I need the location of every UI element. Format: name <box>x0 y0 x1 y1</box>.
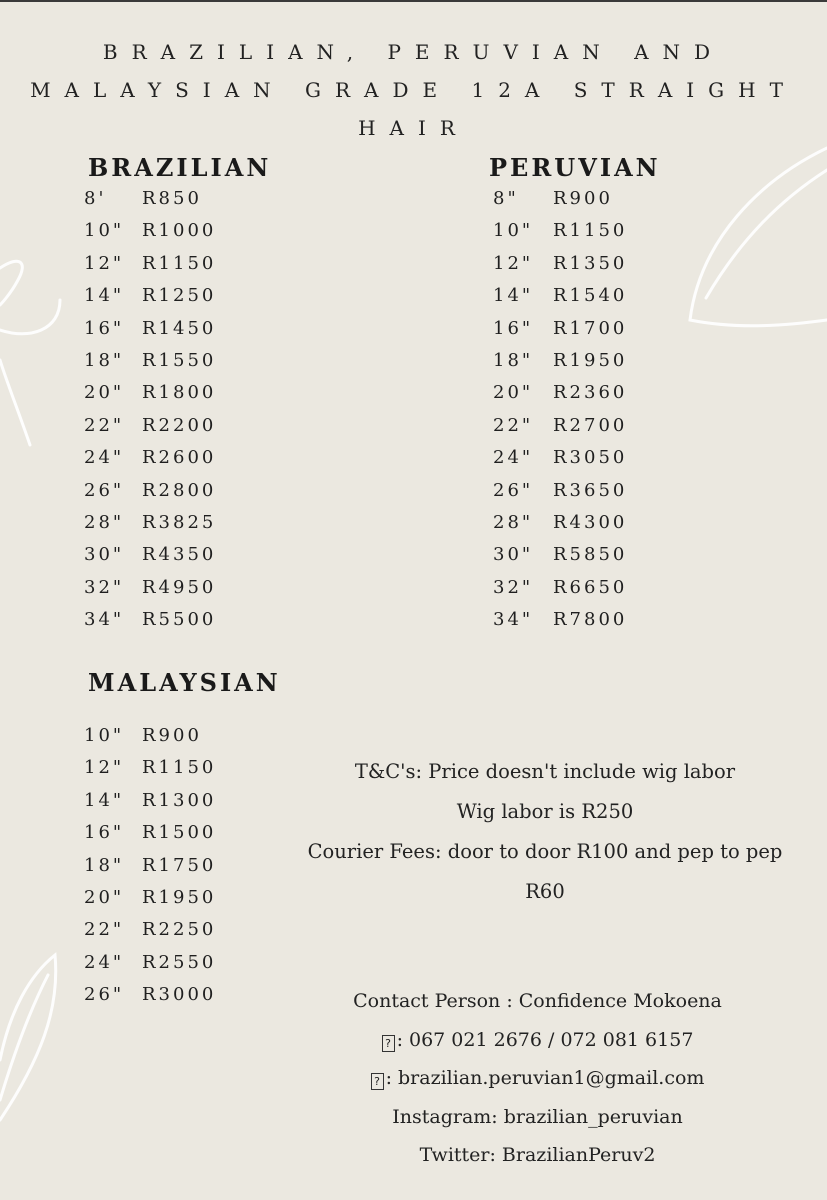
length: 10" <box>84 220 125 242</box>
price-row <box>84 280 284 312</box>
price-row <box>84 377 284 409</box>
length: 18" <box>493 349 534 371</box>
price-row <box>493 410 693 442</box>
price: R3825 <box>142 511 217 533</box>
length: 22" <box>84 414 125 436</box>
price: R1150 <box>553 220 628 242</box>
price: R1750 <box>142 854 217 876</box>
price-row <box>84 914 284 946</box>
price: R1450 <box>142 317 217 339</box>
price-row <box>84 752 284 784</box>
length: 12" <box>493 252 534 274</box>
length: 22" <box>493 414 534 436</box>
contact-email <box>300 1059 775 1098</box>
price-row <box>493 215 693 247</box>
phone-icon: ? <box>382 1035 395 1052</box>
length: 10" <box>493 220 534 242</box>
length: 30" <box>493 544 534 566</box>
terms-line: R60 <box>525 880 565 903</box>
price: R1300 <box>142 789 217 811</box>
length: 20" <box>84 382 125 404</box>
peruvian-heading: PERUVIAN <box>489 153 661 182</box>
price: R3000 <box>142 984 217 1006</box>
price: R1150 <box>142 252 217 274</box>
price-row <box>493 539 693 571</box>
price: R1540 <box>553 285 628 307</box>
price: R4300 <box>553 511 628 533</box>
price-row <box>84 475 284 507</box>
length: 16" <box>84 317 125 339</box>
price: R850 <box>142 188 202 209</box>
price: R1550 <box>142 349 217 371</box>
length: 12" <box>84 757 125 779</box>
length: 34" <box>84 609 125 631</box>
price: R1950 <box>553 349 628 371</box>
terms-line: Courier Fees: door to door R100 and pep to pep <box>307 840 783 863</box>
price: R4950 <box>142 576 217 598</box>
length: 24" <box>493 447 534 469</box>
price: R1500 <box>142 822 217 844</box>
length: 30" <box>84 544 125 566</box>
brazilian-heading: BRAZILIAN <box>88 153 272 182</box>
length: 16" <box>493 317 534 339</box>
price-row <box>84 539 284 571</box>
length: 8' <box>84 188 107 209</box>
length: 28" <box>493 511 534 533</box>
price: R1950 <box>142 886 217 908</box>
price-row <box>84 507 284 539</box>
price-row <box>84 442 284 474</box>
price-row <box>493 280 693 312</box>
length: 24" <box>84 447 125 469</box>
length: 28" <box>84 511 125 533</box>
price: R1350 <box>553 252 628 274</box>
price-row <box>493 507 693 539</box>
length: 32" <box>493 576 534 598</box>
price: R2600 <box>142 447 217 469</box>
length: 14" <box>84 285 125 307</box>
price-row <box>84 720 284 752</box>
price-row <box>84 882 284 914</box>
top-border <box>0 0 827 2</box>
price: R3650 <box>553 479 628 501</box>
length: 8" <box>493 188 519 209</box>
length: 34" <box>493 609 534 631</box>
length: 10" <box>84 725 125 746</box>
contact-twitter: Twitter: BrazilianPeruv2 <box>419 1144 656 1166</box>
terms-and-conditions <box>280 752 810 912</box>
contact-person: Contact Person : Confidence Mokoena <box>353 990 722 1012</box>
price: R2800 <box>142 479 217 501</box>
price-row <box>84 215 284 247</box>
length: 14" <box>84 789 125 811</box>
price: R2200 <box>142 414 217 436</box>
length: 20" <box>84 886 125 908</box>
price-row <box>84 345 284 377</box>
price: R1150 <box>142 757 217 779</box>
price: R1250 <box>142 285 217 307</box>
price-row <box>493 475 693 507</box>
price-row <box>493 572 693 604</box>
length: 26" <box>84 479 125 501</box>
price-row <box>493 604 693 636</box>
price: R5500 <box>142 609 217 631</box>
length: 16" <box>84 822 125 844</box>
price-row <box>84 248 284 280</box>
price-row <box>84 785 284 817</box>
title-line-3: HAIR <box>358 116 469 140</box>
price-row <box>84 979 284 1011</box>
length: 14" <box>493 285 534 307</box>
price-row <box>493 345 693 377</box>
price: R2250 <box>142 919 217 941</box>
brazilian-price-list <box>84 183 284 636</box>
price-row <box>84 947 284 979</box>
price-row <box>84 410 284 442</box>
length: 22" <box>84 919 125 941</box>
length: 12" <box>84 252 125 274</box>
price-row <box>84 183 284 215</box>
price-row <box>84 817 284 849</box>
price: R3050 <box>553 447 628 469</box>
price-row <box>84 850 284 882</box>
length: 18" <box>84 349 125 371</box>
price: R2360 <box>553 382 628 404</box>
price-row <box>84 313 284 345</box>
peruvian-price-list <box>493 183 693 636</box>
title-line-1: BRAZILIAN, PERUVIAN AND <box>102 40 725 64</box>
price: R1700 <box>553 317 628 339</box>
price-row <box>84 572 284 604</box>
contact-instagram: Instagram: brazilian_peruvian <box>392 1105 683 1128</box>
email-address: : brazilian.peruvian1@gmail.com <box>385 1067 705 1089</box>
malaysian-heading: MALAYSIAN <box>88 668 281 697</box>
price: R4350 <box>142 544 217 566</box>
price: R900 <box>553 188 613 209</box>
email-icon: ? <box>371 1073 384 1090</box>
length: 26" <box>493 479 534 501</box>
malaysian-price-list <box>84 720 284 1012</box>
price-row <box>84 604 284 636</box>
price: R1000 <box>142 220 217 242</box>
price-row <box>493 313 693 345</box>
length: 18" <box>84 854 125 876</box>
length: 20" <box>493 382 534 404</box>
price: R5850 <box>553 544 628 566</box>
price-row <box>493 183 693 215</box>
price: R6650 <box>553 576 628 598</box>
contact-phone <box>300 1021 775 1060</box>
price: R2700 <box>553 414 628 436</box>
terms-line: Wig labor is R250 <box>456 800 634 823</box>
phone-numbers: : 067 021 2676 / 072 081 6157 <box>396 1028 694 1051</box>
contact-block <box>300 982 775 1175</box>
terms-line: T&C's: Price doesn't include wig labor <box>354 760 736 783</box>
price: R2550 <box>142 951 217 973</box>
length: 24" <box>84 951 125 973</box>
price: R900 <box>142 725 202 746</box>
price-row <box>493 248 693 280</box>
price-row <box>493 442 693 474</box>
length: 26" <box>84 984 125 1006</box>
length: 32" <box>84 576 125 598</box>
price-row <box>493 377 693 409</box>
price: R1800 <box>142 382 217 404</box>
price: R7800 <box>553 609 628 631</box>
page-title <box>0 33 827 147</box>
title-line-2: MALAYSIAN GRADE 12A STRAIGHT <box>30 78 797 102</box>
